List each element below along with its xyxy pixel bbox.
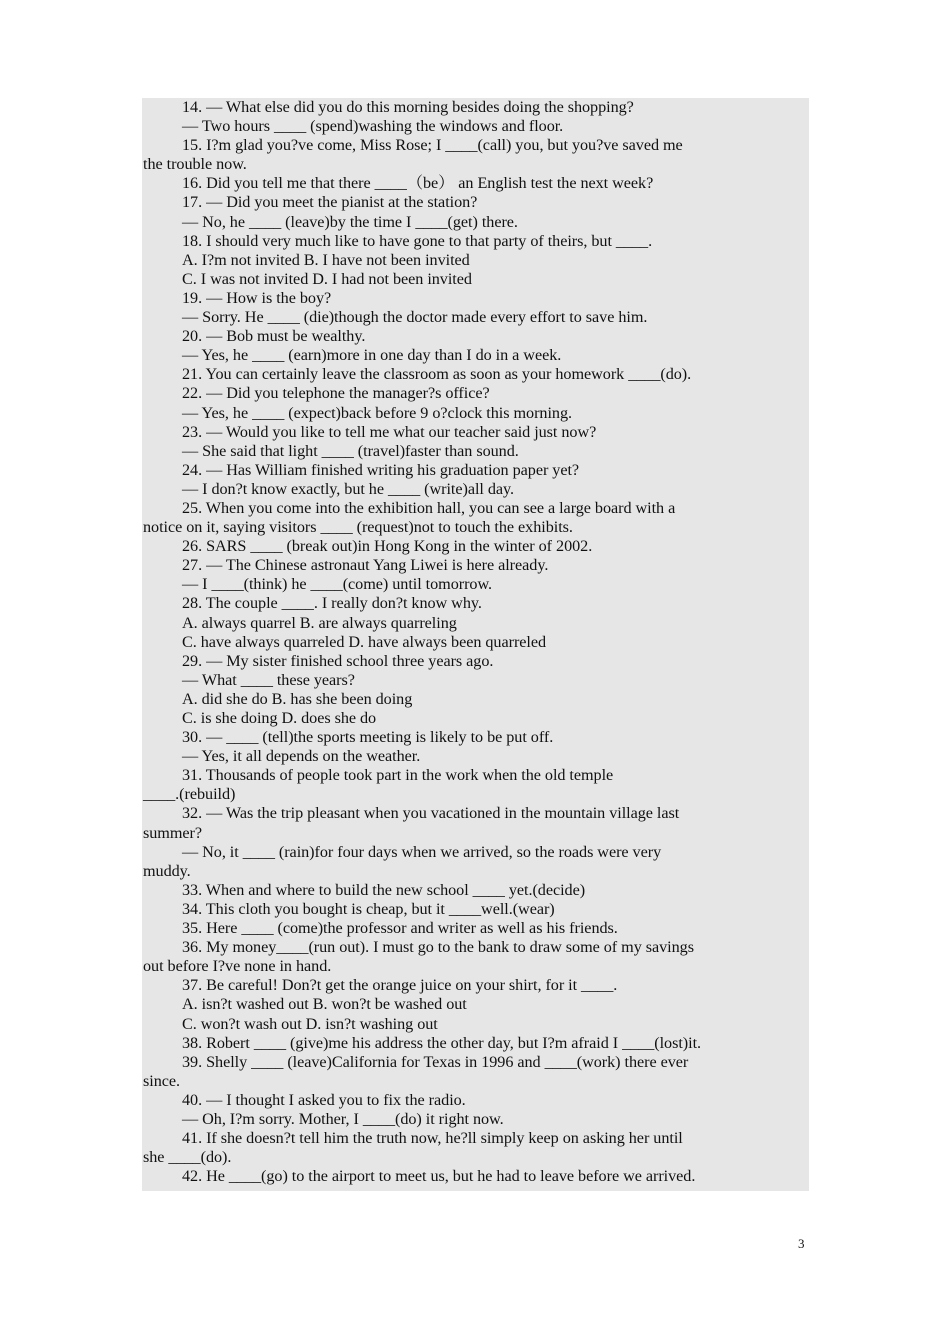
page-number: 3 xyxy=(798,1236,805,1251)
text-line: C. I was not invited D. I had not been invited xyxy=(182,269,472,288)
text-line: 24. — Has William finished writing his graduation paper yet? xyxy=(182,460,580,479)
text-line: 20. — Bob must be wealthy. xyxy=(182,327,366,346)
text-line: 23. — Would you like to tell me what our teacher said just now? xyxy=(182,422,597,441)
text-line: — No, he ____ (leave)by the time I ____(get) there. xyxy=(182,212,518,231)
text-line: 28. The couple ____. I really don?t know why. xyxy=(182,594,482,613)
text-line: 21. You can certainly leave the classroom as soon as your homework ____(do). xyxy=(182,365,692,384)
text-line: out before I?ve none in hand. xyxy=(143,957,332,976)
text-line: muddy. xyxy=(143,861,191,880)
text-line: she ____(do). xyxy=(143,1148,232,1167)
text-line: 31. Thousands of people took part in the work when the old temple xyxy=(182,766,614,785)
text-line: 37. Be careful! Don?t get the orange juice on your shirt, for it ____. xyxy=(182,976,618,995)
text-line: 38. Robert ____ (give)me his address the other day, but I?m afraid I ____(lost)it. xyxy=(182,1033,702,1052)
text-line: A. I?m not invited B. I have not been invited xyxy=(182,250,470,269)
text-line: 42. He ____(go) to the airport to meet us, but he had to leave before we arrived. xyxy=(182,1167,696,1186)
text-line: 35. Here ____ (come)the professor and writer as well as his friends. xyxy=(182,919,618,938)
text-line: ____.(rebuild) xyxy=(143,785,236,804)
text-line: 18. I should very much like to have gone to that party of theirs, but ____. xyxy=(182,231,653,250)
text-line: 36. My money____(run out). I must go to the bank to draw some of my savings xyxy=(182,938,694,957)
text-line: — Yes, he ____ (expect)back before 9 o?clock this morning. xyxy=(182,403,572,422)
text-line: 17. — Did you meet the pianist at the station? xyxy=(182,193,478,212)
text-line: — Two hours ____ (spend)washing the windows and floor. xyxy=(182,117,564,136)
text-line: notice on it, saying visitors ____ (request)not to touch the exhibits. xyxy=(143,518,573,537)
text-line: — No, it ____ (rain)for four days when we arrived, so the roads were very xyxy=(182,842,662,861)
text-line: 25. When you come into the exhibition hall, you can see a large board with a xyxy=(182,498,676,517)
text-line: — Oh, I?m sorry. Mother, I ____(do) it right now. xyxy=(182,1109,504,1128)
text-line: C. won?t wash out D. isn?t washing out xyxy=(182,1014,438,1033)
text-line: 34. This cloth you bought is cheap, but it ____well.(wear) xyxy=(182,899,555,918)
text-line: 32. — Was the trip pleasant when you vacationed in the mountain village last xyxy=(182,804,680,823)
text-line: the trouble now. xyxy=(143,155,247,174)
text-line: A. isn?t washed out B. won?t be washed out xyxy=(182,995,467,1014)
text-line: 26. SARS ____ (break out)in Hong Kong in the winter of 2002. xyxy=(182,537,593,556)
text-line: 22. — Did you telephone the manager?s office? xyxy=(182,384,490,403)
text-line: — I don?t know exactly, but he ____ (write)all day. xyxy=(182,479,515,498)
text-line: C. is she doing D. does she do xyxy=(182,709,377,727)
text-line: 29. — My sister finished school three years ago. xyxy=(182,651,494,670)
text-line: A. always quarrel B. are always quarreling xyxy=(182,613,457,632)
text-line: 39. Shelly ____ (leave)California for Texas in 1996 and ____(work) there ever xyxy=(182,1052,689,1071)
text-line: — She said that light ____ (travel)faster than sound. xyxy=(182,441,519,460)
text-line: — I ____(think) he ____(come) until tomorrow. xyxy=(182,575,493,594)
text-line: — Sorry. He ____ (die)though the doctor made every effort to save him. xyxy=(182,308,648,327)
text-line: 14. — What else did you do this morning besides doing the shopping? xyxy=(182,98,634,116)
text-line: since. xyxy=(143,1071,181,1090)
exercise-text xyxy=(143,98,813,1186)
text-line: — Yes, it all depends on the weather. xyxy=(182,747,421,766)
text-line: 16. Did you tell me that there ____（be） an English test the next week? xyxy=(182,174,654,193)
text-line: 41. If she doesn?t tell him the truth now, he?ll simply keep on asking her until xyxy=(182,1129,683,1148)
text-line: 27. — The Chinese astronaut Yang Liwei is here already. xyxy=(182,556,549,575)
text-line: — Yes, he ____ (earn)more in one day than I do in a week. xyxy=(182,346,562,365)
text-line: 33. When and where to build the new school ____ yet.(decide) xyxy=(182,880,586,899)
text-line: 15. I?m glad you?ve come, Miss Rose; I ____(call) you, but you?ve saved me xyxy=(182,136,683,155)
text-line: 40. — I thought I asked you to fix the radio. xyxy=(182,1090,466,1109)
text-line: A. did she do B. has she been doing xyxy=(182,689,413,708)
text-line: summer? xyxy=(143,823,202,842)
text-line: — What ____ these years? xyxy=(182,670,355,689)
text-line: 30. — ____ (tell)the sports meeting is likely to be put off. xyxy=(182,728,554,747)
text-line: C. have always quarreled D. have always been quarreled xyxy=(182,632,547,651)
text-line: 19. — How is the boy? xyxy=(182,288,332,307)
